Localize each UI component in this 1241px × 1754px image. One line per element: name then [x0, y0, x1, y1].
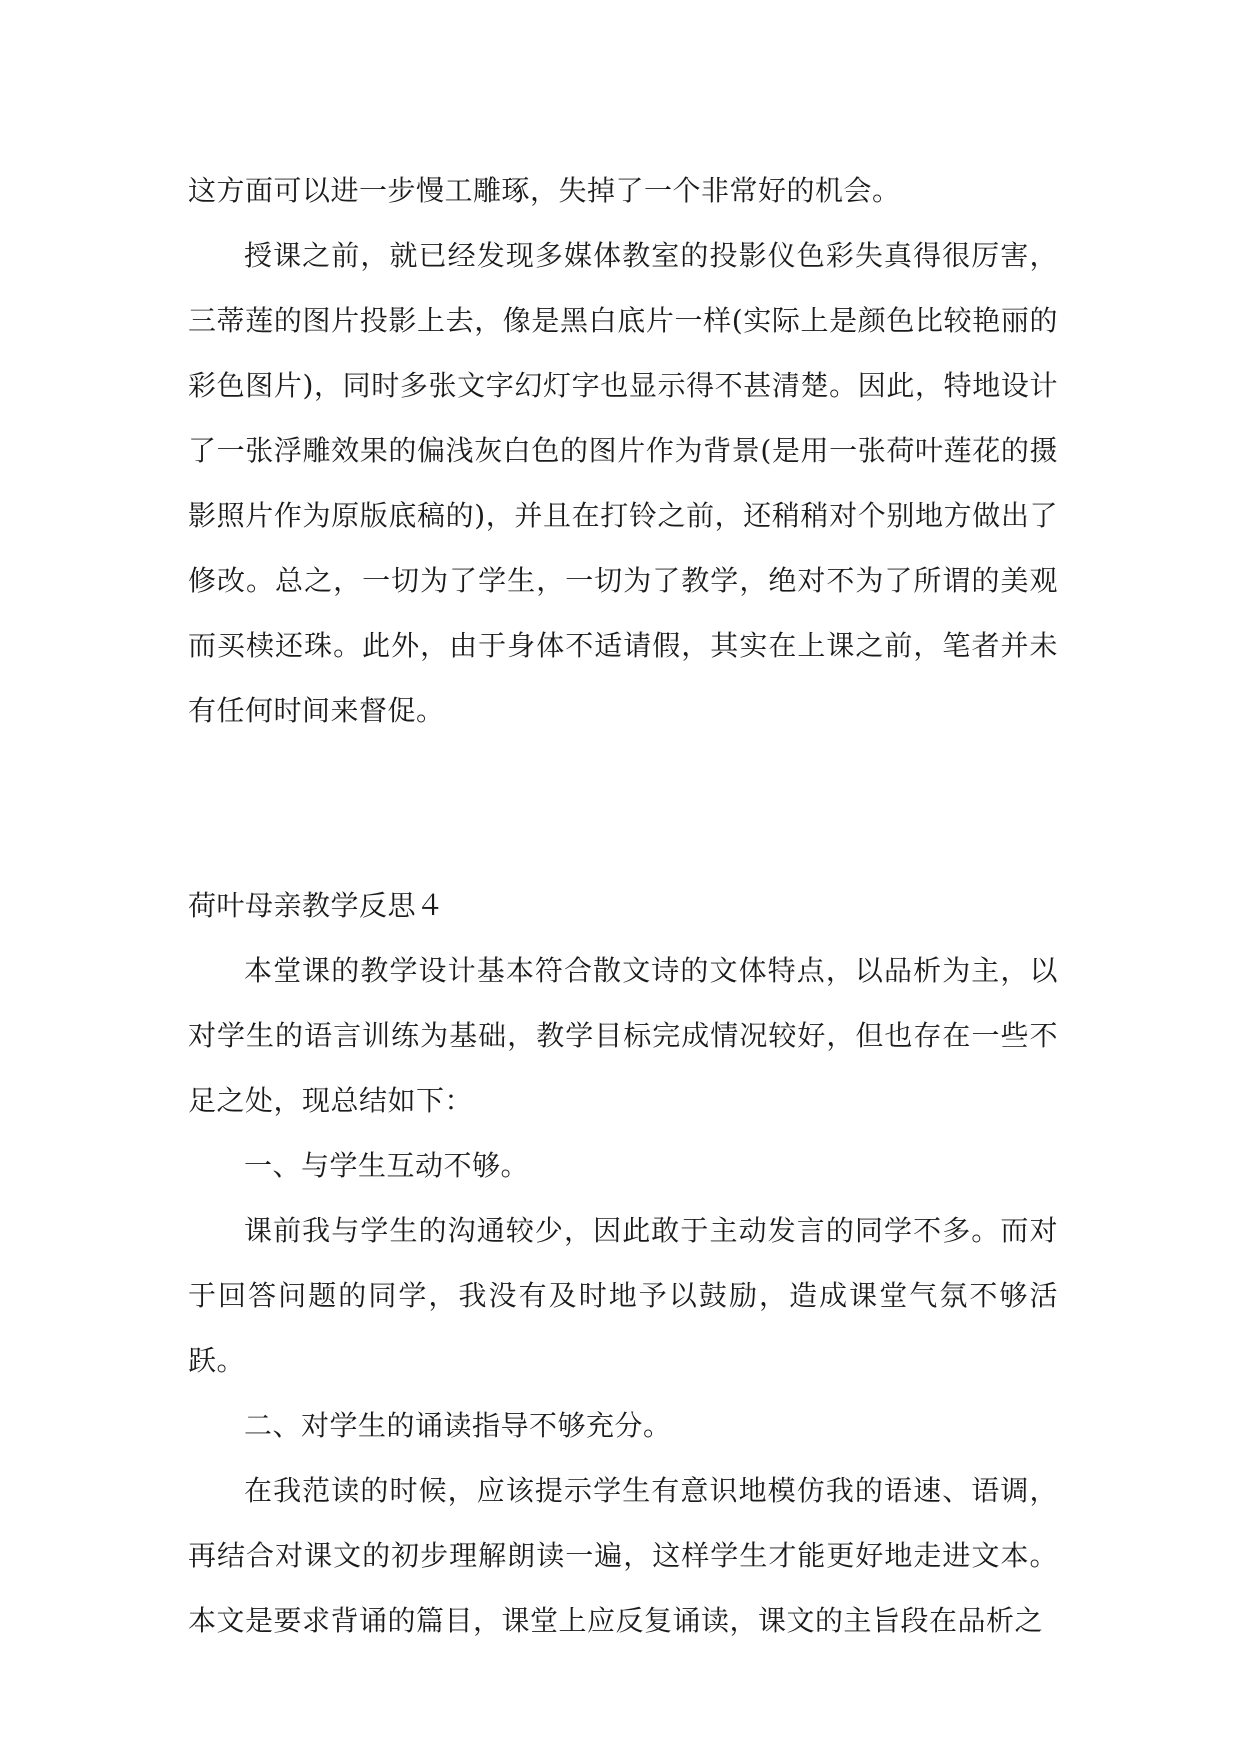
point-heading-reading: 二、对学生的诵读指导不够充分。 [244, 1409, 672, 1442]
paragraph-continuation: 这方面可以进一步慢工雕琢，失掉了一个非常好的机会。 [188, 174, 901, 207]
paragraph-projector-issue: 授课之前，就已经发现多媒体教室的投影仪色彩失真得很厉害，三蒂莲的图片投影上去，像是黑白底片一样(实际上是颜色比较艳丽的彩色图片)，同时多张文字幻灯字也显示得不甚清楚。因此，特地设计了一张浮雕效果的偏浅灰白色的图片作为背景(是用一张荷叶莲花的摄影照片作为原版底稿的)，并且在打铃之前，还稍稍对个别地方做出了修改。总之，一切为了学生，一切为了教学，绝对不为了所谓的美观而买椟还珠。此外，由于身体不适请假，其实在上课之前，笔者并未有任何时间来督促。 [188, 239, 1058, 727]
paragraph-reading: 在我范读的时候，应该提示学生有意识地模仿我的语速、语调，再结合对课文的初步理解朗读一遍，这样学生才能更好地走进文本。本文是要求背诵的篇目，课堂上应反复诵读，课文的主旨段在品析之 [188, 1474, 1058, 1637]
point-heading-interaction: 一、与学生互动不够。 [244, 1149, 530, 1182]
section-title: 荷叶母亲教学反思４ [188, 889, 445, 922]
document-body [188, 158, 1058, 1653]
paragraph-intro: 本堂课的教学设计基本符合散文诗的文体特点，以品析为主，以对学生的语言训练为基础，教学目标完成情况较好，但也存在一些不足之处，现总结如下： [188, 954, 1058, 1117]
paragraph-interaction: 课前我与学生的沟通较少，因此敢于主动发言的同学不多。而对于回答问题的同学，我没有及时地予以鼓励，造成课堂气氛不够活跃。 [188, 1214, 1058, 1377]
section-spacer [188, 743, 1058, 873]
